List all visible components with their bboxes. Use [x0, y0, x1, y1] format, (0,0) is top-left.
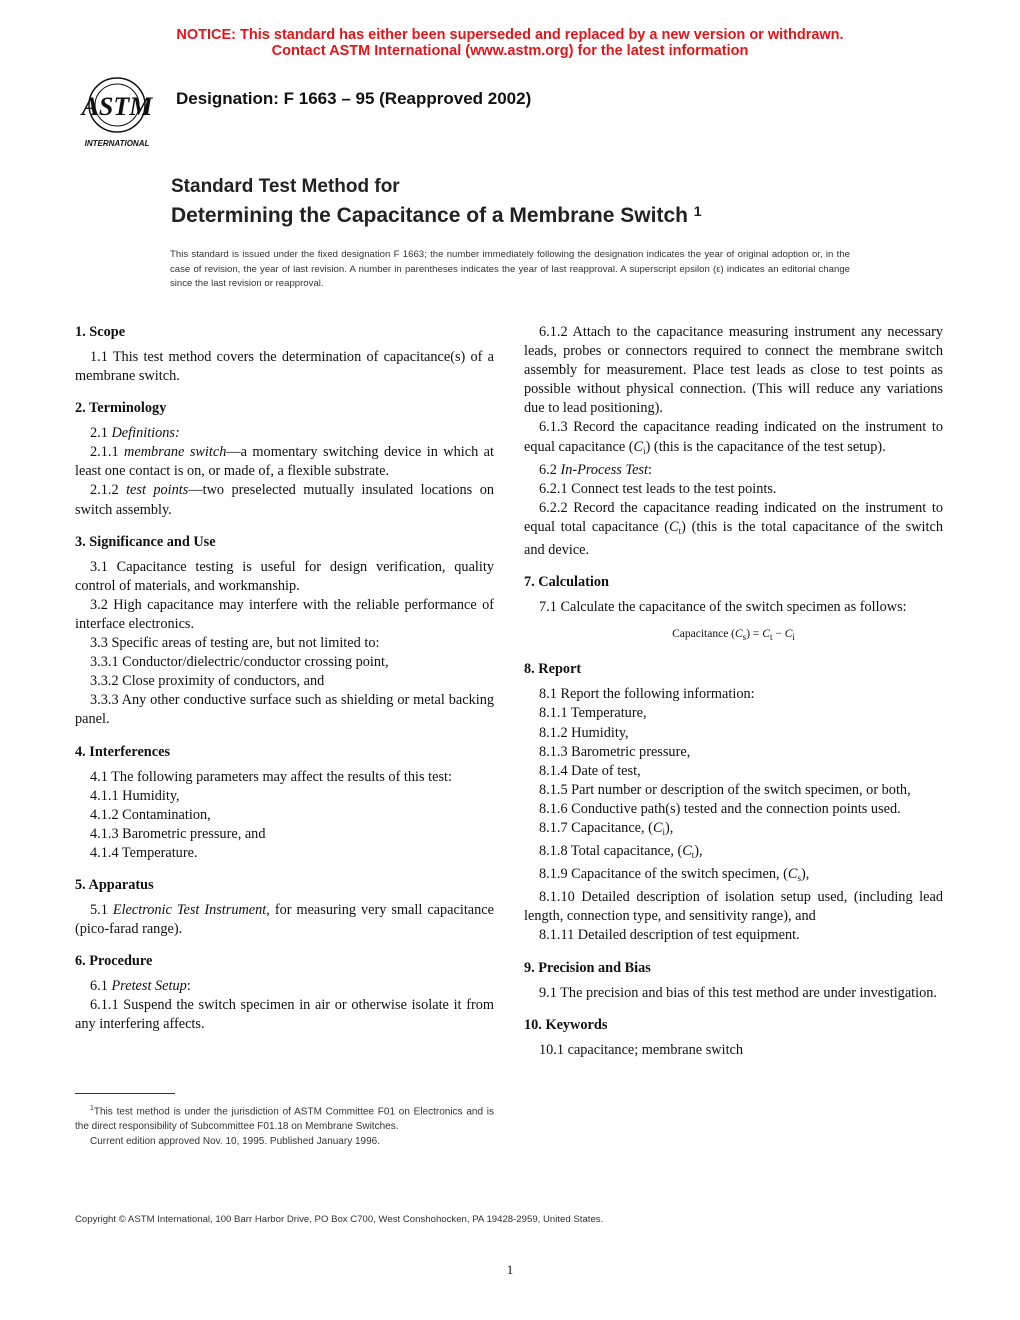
- para-number: 6.1: [90, 978, 112, 995]
- symbol: C: [682, 843, 692, 860]
- section-heading: 1. Scope: [75, 324, 126, 340]
- page-number: 1: [506, 1262, 514, 1277]
- subscript: t: [691, 850, 695, 861]
- paragraph: 3.3 Specific areas of testing are, but not limited to:: [90, 635, 380, 652]
- section-keywords: [524, 1016, 943, 1060]
- paragraph: 3.3.3 Any other conductive surface such as shielding or metal backing panel.: [75, 692, 494, 728]
- paragraph: [75, 443, 494, 481]
- para-text: ),: [694, 843, 703, 860]
- astm-logo: [72, 75, 162, 150]
- italic-term: membrane switch: [124, 444, 227, 461]
- paragraph: 4.1 The following parameters may affect the results of this test:: [90, 768, 452, 785]
- logo-mark-text: ASTM: [81, 92, 153, 121]
- paragraph: [75, 424, 494, 443]
- paragraph: 3.2 High capacitance may interfere with the reliable performance of interface electronics.: [75, 596, 494, 632]
- list-item: 8.1.3 Barometric pressure,: [539, 743, 691, 760]
- section-procedure-cont: [524, 323, 943, 560]
- para-text: —two preselected mutually insulated locations on switch assembly.: [75, 482, 494, 518]
- symbol: C: [787, 866, 798, 883]
- subscript: t: [769, 632, 773, 643]
- para-text: 8.1.9 Capacitance of the switch specimen, (: [539, 866, 788, 883]
- section-heading: 3. Significance and Use: [75, 533, 216, 550]
- para-text: 8.1.8 Total capacitance, (: [539, 843, 683, 860]
- paragraph: 9.1 The precision and bias of this test method are under investigation.: [539, 984, 937, 1001]
- footnote-divider: [75, 1093, 175, 1094]
- section-heading: 7. Calculation: [524, 574, 609, 591]
- section-precision: [524, 959, 943, 1003]
- para-text: ),: [665, 819, 674, 836]
- section-procedure: [75, 952, 494, 1034]
- title-footnote-ref: 1: [693, 203, 702, 219]
- list-item: 8.1 Report the following information:: [539, 686, 755, 703]
- para-text: , for measuring very small capacitance (pico-farad range).: [75, 901, 494, 938]
- para-number: 6.2: [539, 461, 561, 478]
- italic-term: test points: [126, 482, 189, 499]
- para-text: 6.2.2 Record the capacitance reading indicated on the instrument to equal total capacitance (: [524, 499, 943, 535]
- subscript: t: [678, 525, 682, 536]
- copyright-line: Copyright © ASTM International, 100 Barr Harbor Drive, PO Box C700, West Conshohocken, PA 19428-2959, United States.: [75, 1214, 604, 1225]
- para-number: 2.1: [90, 425, 112, 442]
- symbol: C: [784, 628, 793, 641]
- symbol: C: [633, 438, 644, 455]
- paragraph: 4.1.1 Humidity,: [90, 787, 180, 804]
- paragraph: 6.2.1 Connect test leads to the test points.: [539, 480, 777, 497]
- title-line-2: [171, 198, 702, 229]
- paragraph: 10.1 capacitance; membrane switch: [539, 1041, 744, 1058]
- paragraph: 3.1 Capacitance testing is useful for design verification, quality control of materials, and workmanship.: [75, 558, 494, 594]
- paragraph: [75, 901, 494, 939]
- list-item: [524, 819, 943, 842]
- footnote-edition: Current edition approved Nov. 10, 1995. Published January 1996.: [90, 1136, 381, 1148]
- list-item: 8.1.10 Detailed description of isolation setup used, (including lead length, connection type, and sensitivity range), and: [524, 889, 943, 925]
- para-number: 2.1.1: [90, 444, 125, 461]
- para-number: 5.1: [90, 901, 113, 918]
- issuance-note: This standard is issued under the fixed designation F 1663; the number immediately following the designation indicates the year of original adoption or, in the case of revision, the year of last revision. A number in parentheses indicates the year of last reapproval. A superscript epsilon (ε) indicates an editorial change since the last revision or reapproval.: [170, 249, 850, 289]
- list-item: 8.1.4 Date of test,: [539, 762, 641, 779]
- paragraph: [75, 481, 494, 519]
- symbol: C: [652, 819, 663, 836]
- paragraph: 4.1.4 Temperature.: [90, 844, 198, 861]
- symbol: C: [735, 628, 743, 641]
- list-item: 8.1.6 Conductive path(s) tested and the connection points used.: [539, 800, 901, 817]
- paragraph: 1.1 This test method covers the determination of capacitance(s) of a membrane switch.: [75, 349, 494, 385]
- paragraph: 6.2 In-Process Test:: [539, 461, 652, 478]
- symbol: C: [762, 628, 770, 641]
- paragraph: 3.3.1 Conductor/dielectric/conductor crossing point,: [90, 654, 389, 671]
- paragraph: 6.1.1 Suspend the switch specimen in air or otherwise isolate it from any interfering affects.: [75, 997, 494, 1033]
- eq-text: −: [772, 628, 785, 641]
- section-interferences: [75, 743, 494, 863]
- left-column: [75, 323, 494, 1047]
- section-heading: 8. Report: [524, 661, 582, 678]
- footnote: [75, 1101, 494, 1149]
- section-heading: 5. Apparatus: [75, 876, 154, 893]
- section-scope: [75, 323, 494, 386]
- eq-text: Capacitance (: [672, 628, 735, 641]
- paragraph: [524, 499, 943, 560]
- para-text: —a momentary switching device in which at least one contact is on, or made of, a flexible substrate.: [75, 444, 494, 480]
- para-text: ) (this is the capacitance of the test setup).: [645, 438, 886, 455]
- para-text: 6.1.3 Record the capacitance reading indicated on the instrument to equal capacitance (: [524, 419, 943, 455]
- list-item: [524, 842, 943, 865]
- paragraph: 4.1.3 Barometric pressure, and: [90, 825, 266, 842]
- title-line-1: Standard Test Method for: [171, 176, 400, 197]
- list-item: 8.1.5 Part number or description of the switch specimen, or both,: [539, 781, 911, 798]
- footnote-ref: 1: [90, 1105, 94, 1112]
- right-column: [524, 323, 943, 1073]
- para-number: 2.1.2: [90, 482, 127, 499]
- section-heading: 6. Procedure: [75, 953, 153, 970]
- paragraph: 6.1.2 Attach to the capacitance measuring instrument any necessary leads, probes or connectors required to connect the membrane switch assembly for measurement. Place test leads as close to test points as possible without physical connection. (This will reduce any variations due to lead positioning).: [524, 324, 943, 417]
- list-item: 8.1.2 Humidity,: [539, 724, 629, 741]
- title-main: Determining the Capacitance of a Membrane Switch: [171, 204, 688, 227]
- paragraph: [524, 418, 943, 460]
- subscript: s: [742, 632, 747, 643]
- list-item: 8.1.1 Temperature,: [539, 705, 647, 722]
- section-report: [524, 660, 943, 945]
- paragraph: 4.1.2 Contamination,: [90, 806, 211, 823]
- italic-term: Electronic Test Instrument: [112, 901, 267, 918]
- withdrawal-notice: [0, 27, 1020, 59]
- section-heading: 2. Terminology: [75, 400, 167, 417]
- paragraph: 6.1 Pretest Setup:: [90, 978, 191, 995]
- equation: [524, 625, 943, 647]
- notice-line-1: NOTICE: This standard has either been superseded and replaced by a new version or withdrawn.: [176, 27, 844, 43]
- subscript: i: [643, 445, 646, 456]
- footnote-text: [75, 1101, 494, 1134]
- document-title: [171, 175, 702, 229]
- section-apparatus: [75, 876, 494, 939]
- logo-caption: INTERNATIONAL: [84, 139, 150, 148]
- symbol: C: [669, 518, 679, 535]
- paragraph: 7.1 Calculate the capacitance of the switch specimen as follows:: [539, 599, 907, 616]
- subscript: i: [662, 826, 665, 837]
- section-terminology: [75, 399, 494, 519]
- para-text: ),: [800, 866, 810, 883]
- para-text: ) (this is the total capacitance of the switch and device.: [524, 518, 943, 559]
- italic-term: Pretest Setup: [111, 978, 187, 995]
- section-heading: 10. Keywords: [524, 1016, 608, 1033]
- astm-logo-mark: [72, 75, 162, 150]
- section-calculation: [524, 573, 943, 647]
- para-text: 8.1.7 Capacitance, (: [539, 819, 653, 836]
- italic-term: Definitions:: [111, 425, 180, 442]
- subscript: i: [792, 632, 795, 643]
- list-item: [524, 865, 943, 888]
- section-significance: [75, 533, 494, 730]
- italic-term: In-Process Test: [560, 461, 648, 478]
- section-heading: 9. Precision and Bias: [524, 959, 651, 976]
- subscript: s: [797, 873, 801, 884]
- notice-line-2: Contact ASTM International (www.astm.org) for the latest information: [271, 43, 749, 59]
- eq-text: ) =: [746, 628, 763, 641]
- designation: Designation: F 1663 – 95 (Reapproved 2002): [176, 89, 532, 108]
- paragraph: 3.3.2 Close proximity of conductors, and: [90, 673, 325, 690]
- section-heading: 4. Interferences: [75, 743, 171, 760]
- footnote-body: This test method is under the jurisdiction of ASTM Committee F01 on Electronics and is the direct responsibility of Subcommittee F01.18 on Membrane Switches.: [75, 1106, 494, 1133]
- list-item: 8.1.11 Detailed description of test equipment.: [539, 927, 800, 944]
